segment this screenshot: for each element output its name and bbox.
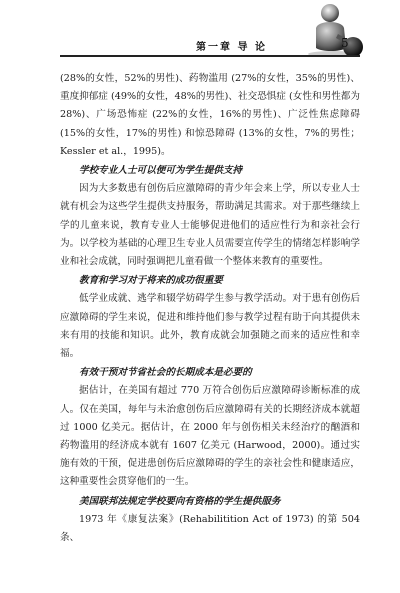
- section-heading: 学校专业人士可以便可为学生提供支持: [79, 165, 243, 177]
- section-heading: 美国联邦法规定学校要向有资格的学生提供服务: [79, 495, 281, 507]
- chapter-label: 第一章 导 论: [196, 42, 267, 53]
- body-paragraph: 低学业成就、逃学和辍学妨碍学生参与教学活动。对于患有创伤后应激障碍的学生来说，促进和维持他们参与教学过程有助于向其提供未来有用的技能和知识。此外，教育成就会加强随之而来的适应性和幸福。: [60, 293, 360, 360]
- body-paragraph: (28%的女性，52%的男性)、药物滥用 (27%的女性，35%的男性)、重度抑郁症 (49%的女性，48%的男性)、社交恐惧症 (女性和男性都为 28%)、广场恐怖症 (22%的女性，16%的男性)、广泛性焦虑障碍 (15%的女性，17%的男性) 和惊恐障碍 (13%的女性，7%的男性；Kessler et al.，1995)。: [60, 73, 360, 157]
- page-header: [0, 0, 400, 68]
- body-paragraph: 因为大多数患有创伤后应激障碍的青少年会来上学，所以专业人士就有机会为这些学生提供支持服务，帮助满足其需求。对于那些继续上学的儿童来说，教育专业人士能够促进他们的适应性行为和亲社会行为。以学校为基础的心理卫生专业人员需要宣传学生的情绪怎样影响学业和社会成就，同时强调把儿童看做一个整体来教育的重要性。: [60, 183, 360, 268]
- body-paragraph: 据估计，在美国有超过 770 万符合创伤后应激障碍诊断标准的成人。仅在美国，每年与未治愈创伤后应激障碍有关的长期经济成本就超过 1000 亿美元。据估计，在 2000 年与创伤相关未经治疗的酗酒和药物滥用的经济成本就有 1607 亿美元 (Harwood，2000)。通过实施有效的干预，促进患创伤后应激障碍的学生的亲社会性和健康适应，这种重要性会贯穿他们的一生。: [60, 385, 360, 488]
- header-divider: [60, 55, 360, 57]
- body-paragraph: 1973 年《康复法案》(Rehabilitition Act of 1973) 的第 504 条、: [60, 513, 360, 544]
- figure-with-sphere-icon: [304, 2, 366, 60]
- section-heading: 教育和学习对于将来的成功很重要: [79, 275, 223, 287]
- page-number: 5: [341, 36, 349, 50]
- page-body: [60, 70, 360, 547]
- section-heading: 有效干预对节省社会的长期成本是必要的: [79, 367, 252, 379]
